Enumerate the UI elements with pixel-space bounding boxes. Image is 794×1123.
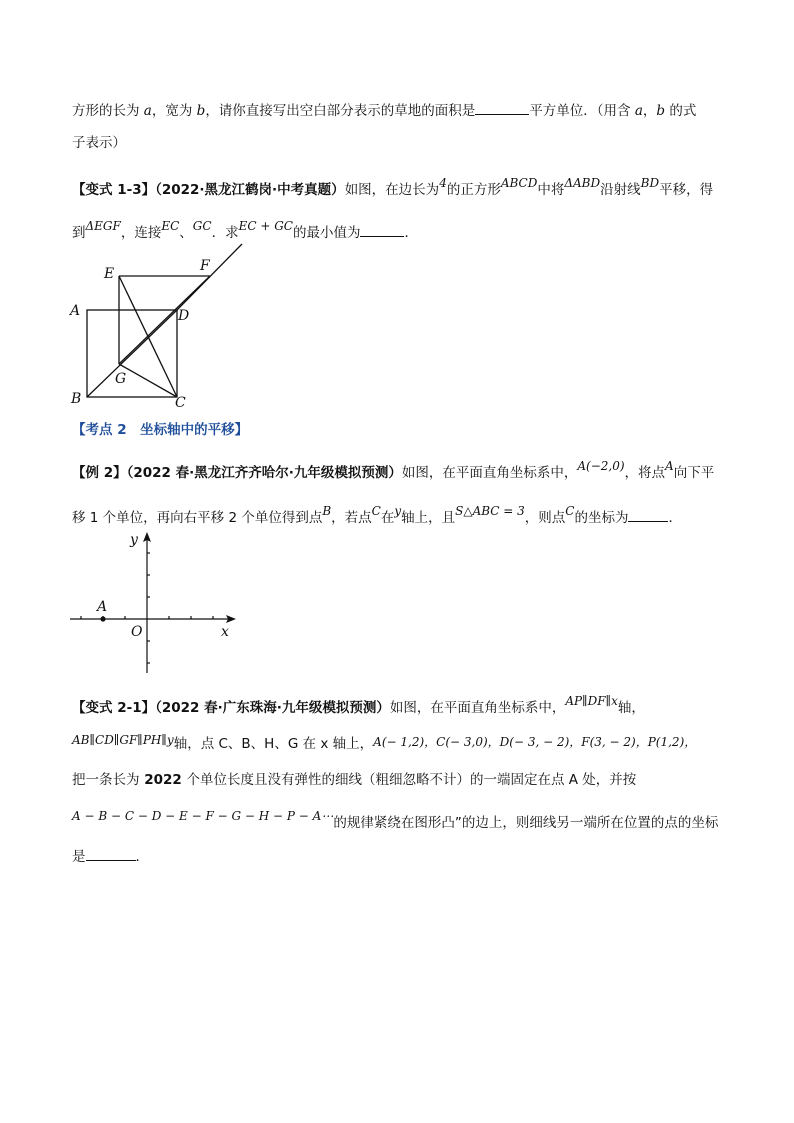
answer-blank [475, 100, 529, 115]
geometry-figure [64, 250, 264, 410]
label-e: E [104, 266, 115, 282]
ex2-line1: 【例 2】（2022 春·黑龙江齐齐哈尔·九年级模拟预测）如图，在平面直角坐标系中，A(−2,0)，将点A向下平 [72, 459, 715, 481]
segment-ec [119, 276, 177, 397]
p1-line2: 子表示） [72, 135, 126, 151]
v21-line3: 把一条长为 2022 个单位长度且没有弹性的细线（粗细忽略不计）的一端固定在点 A 处，并按 [72, 772, 637, 788]
label-o: O [131, 624, 143, 640]
label-y: y [130, 532, 138, 548]
label-c: C [175, 395, 186, 411]
ex2-line2: 移 1 个单位，再向右平移 2 个单位得到点B，若点C在y轴上，且S△ABC = 3，则点C的坐标为 ． [72, 504, 682, 526]
label-b: B [71, 391, 82, 407]
label-f: F [200, 258, 210, 274]
segment-gc [119, 364, 177, 397]
p1-line1: 方形的长为 a，宽为 b，请你直接写出空白部分表示的草地的面积是 平方单位．（用含 a，b 的式 [72, 100, 696, 121]
v13-line2: 到ΔEGF，连接EC、GC．求EC + GC的最小值为 ． [72, 219, 418, 241]
coordinate-figure [66, 528, 246, 678]
v21-line4: A − B − C − D − E − F − G − H − P − A⋯的规律紧绕在图形凸”的边上，则细线另一端所在位置的点的坐标 [72, 809, 719, 831]
point-a [100, 616, 105, 621]
label-d: D [178, 308, 190, 324]
segment-gf [119, 276, 210, 364]
v21-line2: AB∥CD∥GF∥PH∥y轴，点 C、B、H、G 在 x 轴上，A(− 1,2)，C(− 3,0)，D(− 3, − 2)，F(3, − 2)，P(1,2)， [72, 733, 697, 752]
label-a: A [97, 599, 108, 615]
answer-blank [360, 222, 404, 237]
answer-blank [628, 507, 668, 522]
v21-line1: 【变式 2-1】（2022 春·广东珠海·九年级模拟预测）如图，在平面直角坐标系中，AP∥DF∥x轴， [72, 694, 645, 716]
label-a: A [70, 303, 81, 319]
label-x: x [221, 624, 229, 640]
answer-blank [86, 846, 136, 861]
segment-bd [87, 310, 177, 397]
v13-line1: 【变式 1-3】（2022·黑龙江鹤岗·中考真题）如图，在边长为4的正方形ABCD中将ΔABD沿射线BD平移，得 [72, 176, 714, 198]
label-g: G [115, 371, 127, 387]
v21-line5: 是 ． [72, 846, 149, 867]
section-heading: 【考点 2 坐标轴中的平移】 [72, 422, 249, 438]
